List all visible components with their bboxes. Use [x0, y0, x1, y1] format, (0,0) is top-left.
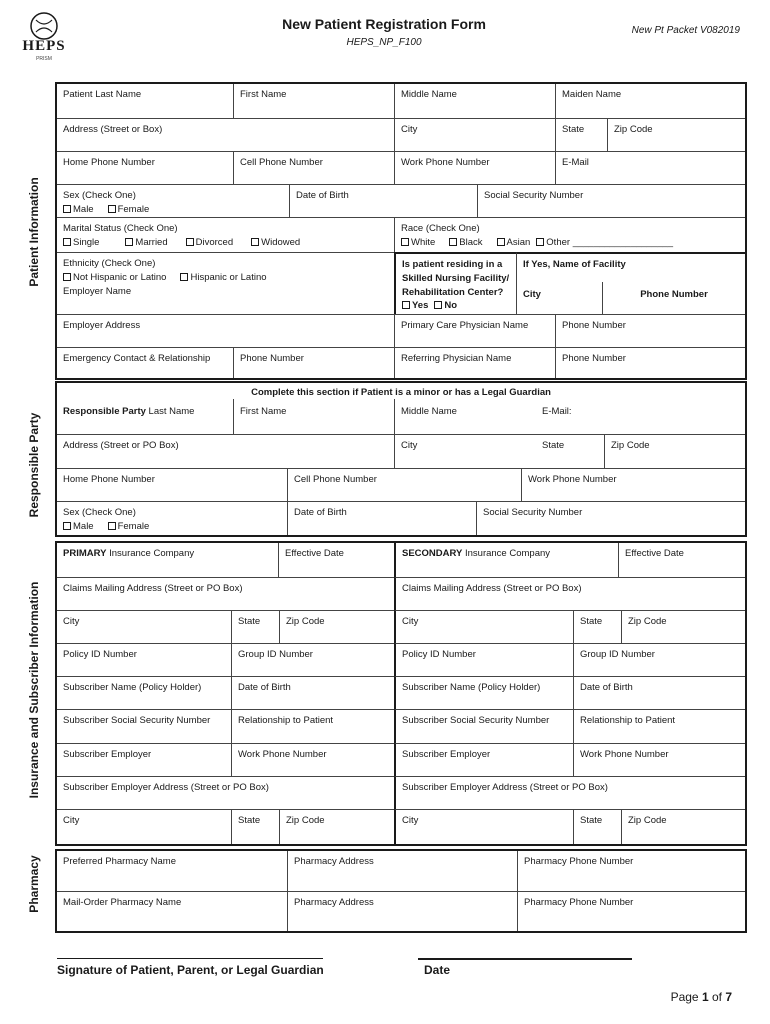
secondary-work-phone-field[interactable]	[573, 743, 745, 776]
field-label: Zip Code	[628, 616, 667, 627]
field-label: Phone Number	[240, 353, 304, 364]
checkbox-asian[interactable]	[497, 238, 505, 246]
checkbox-female[interactable]	[108, 205, 116, 213]
patient-work-phone-field[interactable]	[394, 151, 555, 184]
patient-cell-phone-field[interactable]	[233, 151, 394, 184]
option-label: Not Hispanic or Latino	[73, 271, 167, 283]
option-label: Widowed	[261, 236, 301, 248]
field-label: State	[580, 616, 603, 627]
option-label: Black	[459, 236, 483, 248]
field-label: Subscriber Social Security Number	[63, 715, 211, 726]
responsible-address-field[interactable]	[57, 434, 394, 468]
field-label: Zip Code	[614, 124, 653, 135]
field-label: Subscriber Name (Policy Holder)	[63, 682, 202, 693]
field-label: E-Mail	[562, 157, 589, 168]
date-label: Date	[424, 963, 451, 977]
responsible-cell-phone-field[interactable]	[287, 468, 521, 501]
field-label: Race (Check One)	[401, 223, 480, 234]
field-label: Policy ID Number	[63, 649, 137, 660]
field-label-bold: PRIMARY	[63, 548, 107, 559]
responsible-work-phone-field[interactable]	[521, 468, 745, 501]
field-label: Referring Physician Name	[401, 353, 512, 364]
mail-order-pharmacy-address-field[interactable]	[287, 891, 517, 931]
field-label: City	[401, 440, 418, 451]
responsible-email-field[interactable]	[536, 399, 745, 434]
patient-last-name-field[interactable]	[57, 84, 233, 118]
primary-effective-date-field[interactable]	[278, 543, 394, 577]
field-label: Work Phone Number	[580, 749, 669, 760]
option-label: Married	[135, 236, 168, 248]
primary-employer-state-field[interactable]	[231, 809, 279, 844]
secondary-subscriber-name-field[interactable]	[394, 676, 573, 709]
patient-maiden-name-field[interactable]	[555, 84, 745, 118]
field-label: Date of Birth	[580, 682, 633, 693]
field-label: Ethnicity (Check One)	[63, 258, 156, 269]
patient-marital-field	[57, 217, 394, 252]
field-label: State	[542, 440, 565, 451]
option-label: Yes	[412, 300, 429, 312]
primary-work-phone-field[interactable]	[231, 743, 394, 776]
field-label: City	[63, 815, 80, 826]
field-label: Pharmacy Phone Number	[524, 897, 634, 908]
primary-group-id-field[interactable]	[231, 643, 394, 676]
emergency-contact-field[interactable]	[57, 347, 233, 378]
field-label: Effective Date	[625, 548, 684, 559]
primary-employer-zip-field[interactable]	[279, 809, 394, 844]
option-label: Hispanic or Latino	[190, 271, 267, 283]
checkbox-male[interactable]	[63, 205, 71, 213]
field-label: Middle Name	[401, 406, 457, 417]
patient-dob-field[interactable]	[289, 184, 477, 217]
logo-subtext: PRISM	[36, 56, 52, 62]
field-label: Pharmacy Address	[294, 856, 374, 867]
option-label: Divorced	[195, 236, 234, 248]
field-label: City	[63, 616, 80, 627]
field-label: State	[580, 815, 603, 826]
responsible-home-phone-field[interactable]	[57, 468, 287, 501]
secondary-zip-field[interactable]	[621, 610, 745, 643]
secondary-subscriber-dob-field[interactable]	[573, 676, 745, 709]
patient-information-section	[55, 82, 747, 380]
field-label: Zip Code	[286, 616, 325, 627]
patient-middle-name-field[interactable]	[394, 84, 555, 118]
page-total: 7	[725, 990, 732, 1004]
patient-ethnicity-field	[57, 252, 394, 314]
primary-claims-address-field[interactable]	[57, 577, 394, 610]
field-label: Work Phone Number	[528, 474, 617, 485]
field-label: E-Mail:	[542, 406, 572, 417]
primary-subscriber-employer-address-field[interactable]	[57, 776, 394, 809]
responsible-last-name-field[interactable]	[57, 399, 233, 434]
field-label: Zip Code	[286, 815, 325, 826]
responsible-dob-field[interactable]	[287, 501, 476, 535]
snf-facility-name-field[interactable]	[516, 252, 745, 282]
field-label: Subscriber Employer Address (Street or PO Box)	[402, 782, 608, 793]
checkbox-other[interactable]	[536, 238, 544, 246]
field-label: First Name	[240, 406, 287, 417]
field-label: Last Name	[145, 406, 195, 417]
field-label: Group ID Number	[238, 649, 313, 660]
option-label: Asian	[506, 236, 531, 248]
secondary-state-field[interactable]	[573, 610, 621, 643]
secondary-claims-address-field[interactable]	[394, 577, 745, 610]
field-label: Subscriber Name (Policy Holder)	[402, 682, 541, 693]
primary-subscriber-name-field[interactable]	[57, 676, 231, 709]
field-label: Subscriber Employer	[63, 749, 152, 760]
field-label: Preferred Pharmacy Name	[63, 856, 176, 867]
responsible-party-section	[55, 381, 747, 537]
preferred-pharmacy-address-field[interactable]	[287, 851, 517, 891]
mail-order-pharmacy-name-field[interactable]	[57, 891, 287, 931]
responsible-zip-field[interactable]	[604, 434, 745, 468]
option-label: Male	[73, 203, 94, 215]
option-label: White	[411, 236, 436, 248]
patient-race-field	[394, 217, 745, 252]
field-label: If Yes, Name of Facility	[523, 259, 626, 270]
form-code: HEPS_NP_F100	[346, 37, 422, 48]
responsible-city-field[interactable]	[394, 434, 536, 468]
field-label: Claims Mailing Address (Street or PO Box)	[63, 583, 243, 594]
page-number	[671, 990, 732, 1004]
option-label: Male	[73, 520, 94, 532]
field-label: City	[402, 815, 419, 826]
secondary-city-field[interactable]	[394, 610, 573, 643]
field-label: Cell Phone Number	[294, 474, 377, 485]
patient-email-field[interactable]	[555, 151, 745, 184]
checkbox-single[interactable]	[63, 238, 71, 246]
patient-home-phone-field[interactable]	[57, 151, 233, 184]
pcp-phone-field[interactable]	[555, 314, 745, 347]
field-label: Date of Birth	[296, 190, 349, 201]
preferred-pharmacy-phone-field[interactable]	[517, 851, 745, 891]
primary-subscriber-dob-field[interactable]	[231, 676, 394, 709]
field-label: Phone Number	[640, 289, 708, 300]
field-label: First Name	[240, 89, 287, 100]
section-label-responsible: Responsible Party	[27, 412, 41, 518]
responsible-ssn-field[interactable]	[476, 501, 745, 535]
primary-policy-id-field[interactable]	[57, 643, 231, 676]
secondary-subscriber-employer-address-field[interactable]	[394, 776, 745, 809]
primary-zip-field[interactable]	[279, 610, 394, 643]
responsible-note: Complete this section if Patient is a minor or has a Legal Guardian	[251, 387, 551, 398]
primary-state-field[interactable]	[231, 610, 279, 643]
insurance-section	[55, 541, 747, 846]
option-label: Single	[73, 236, 100, 248]
field-label: Subscriber Employer Address (Street or PO Box)	[63, 782, 269, 793]
page-current: 1	[701, 990, 709, 1004]
checkbox-female[interactable]	[108, 522, 116, 530]
field-label: Date of Birth	[238, 682, 291, 693]
date-line[interactable]	[418, 958, 632, 960]
signature-line[interactable]	[57, 958, 323, 959]
field-label: Relationship to Patient	[580, 715, 676, 726]
signature-label: Signature of Patient, Parent, or Legal Guardian	[57, 963, 324, 977]
snf-question-line: Rehabilitation Center?	[402, 286, 504, 298]
primary-employer-city-field[interactable]	[57, 809, 231, 844]
section-label-insurance: Insurance and Subscriber Information	[27, 581, 41, 799]
checkbox-widowed[interactable]	[251, 238, 259, 246]
option-label: Other ___________________	[546, 236, 674, 248]
mail-order-pharmacy-phone-field[interactable]	[517, 891, 745, 931]
checkbox-white[interactable]	[401, 238, 409, 246]
snf-question	[394, 252, 516, 314]
section-label-patient: Patient Information	[27, 177, 41, 287]
field-label: Middle Name	[401, 89, 457, 100]
patient-zip-field[interactable]	[607, 118, 745, 151]
secondary-effective-date-field[interactable]	[618, 543, 745, 577]
patient-city-field[interactable]	[394, 118, 555, 151]
field-label: Sex (Check One)	[63, 507, 136, 518]
snf-phone-field[interactable]	[602, 282, 745, 314]
employer-address-field[interactable]	[57, 314, 394, 347]
field-label: City	[401, 124, 418, 135]
field-label: Social Security Number	[483, 507, 583, 518]
responsible-middle-name-field[interactable]	[394, 399, 536, 434]
primary-insurance-company-field[interactable]	[57, 543, 278, 577]
snf-question-line: Is patient residing in a	[402, 259, 503, 270]
referring-physician-field[interactable]	[394, 347, 555, 378]
responsible-state-field[interactable]	[536, 434, 604, 468]
checkbox-not-hispanic[interactable]	[63, 273, 71, 281]
logo-text: HEPS	[22, 38, 66, 54]
field-label: Work Phone Number	[401, 157, 490, 168]
field-label: Insurance Company	[462, 548, 551, 559]
secondary-insurance-company-field[interactable]	[394, 543, 618, 577]
checkbox-male[interactable]	[63, 522, 71, 530]
page-prefix: Page	[670, 990, 702, 1004]
checkbox-hispanic[interactable]	[180, 273, 188, 281]
field-label: City	[523, 289, 541, 300]
secondary-relationship-field[interactable]	[573, 709, 745, 743]
field-label: Subscriber Employer	[402, 749, 491, 760]
secondary-group-id-field[interactable]	[573, 643, 745, 676]
field-label: Effective Date	[285, 548, 344, 559]
field-label: State	[238, 815, 261, 826]
field-label: Cell Phone Number	[240, 157, 323, 168]
field-label-bold: SECONDARY	[402, 548, 463, 559]
patient-state-field[interactable]	[555, 118, 607, 151]
patient-first-name-field[interactable]	[233, 84, 394, 118]
field-label: Address (Street or Box)	[63, 124, 163, 135]
field-label: Date of Birth	[294, 507, 347, 518]
patient-ssn-field[interactable]	[477, 184, 745, 217]
field-label: Zip Code	[628, 815, 667, 826]
packet-version: New Pt Packet V082019	[631, 25, 740, 36]
form-title: New Patient Registration Form	[282, 16, 486, 32]
field-label: Relationship to Patient	[238, 715, 334, 726]
field-label: City	[402, 616, 419, 627]
checkbox-black[interactable]	[449, 238, 457, 246]
snf-city-field[interactable]	[516, 282, 602, 314]
referring-phone-field[interactable]	[555, 347, 745, 378]
checkbox-divorced[interactable]	[186, 238, 194, 246]
page-of: of	[708, 990, 726, 1004]
option-label: Female	[117, 520, 150, 532]
field-label: Home Phone Number	[63, 157, 155, 168]
preferred-pharmacy-name-field[interactable]	[57, 851, 287, 891]
field-label: Maiden Name	[562, 89, 622, 100]
field-label: Patient Last Name	[63, 89, 142, 100]
field-label: Sex (Check One)	[63, 190, 136, 201]
field-label: Marital Status (Check One)	[63, 223, 178, 234]
field-label: Employer Address	[63, 320, 141, 331]
snf-question-line: Skilled Nursing Facility/	[402, 272, 510, 284]
secondary-employer-zip-field[interactable]	[621, 809, 745, 844]
field-label: Address (Street or PO Box)	[63, 440, 179, 451]
primary-subscriber-ssn-field[interactable]	[57, 709, 231, 743]
field-label: Primary Care Physician Name	[401, 320, 529, 331]
field-label: Mail-Order Pharmacy Name	[63, 897, 182, 908]
emergency-phone-field[interactable]	[233, 347, 394, 378]
field-label: Policy ID Number	[402, 649, 476, 660]
field-label: Group ID Number	[580, 649, 655, 660]
checkbox-married[interactable]	[125, 238, 133, 246]
patient-address-field[interactable]	[57, 118, 394, 151]
responsible-first-name-field[interactable]	[233, 399, 394, 434]
field-label: Social Security Number	[484, 190, 584, 201]
field-label: Insurance Company	[106, 548, 195, 559]
field-label: Home Phone Number	[63, 474, 155, 485]
pharmacy-section	[55, 849, 747, 933]
field-label: State	[562, 124, 585, 135]
field-label-bold: Responsible Party	[63, 406, 146, 417]
secondary-subscriber-ssn-field[interactable]	[394, 709, 573, 743]
field-label: Zip Code	[611, 440, 650, 451]
checkbox-snf-yes[interactable]	[402, 301, 410, 309]
secondary-policy-id-field[interactable]	[394, 643, 573, 676]
field-label: Pharmacy Address	[294, 897, 374, 908]
employer-name-label: Employer Name	[63, 285, 132, 297]
field-label: Phone Number	[562, 353, 626, 364]
field-label: Claims Mailing Address (Street or PO Box)	[402, 583, 582, 594]
field-label: Subscriber Social Security Number	[402, 715, 550, 726]
patient-sex-field	[57, 184, 289, 217]
field-label: Emergency Contact & Relationship	[63, 353, 211, 364]
checkbox-snf-no[interactable]	[434, 301, 442, 309]
secondary-employer-city-field[interactable]	[394, 809, 573, 844]
secondary-employer-state-field[interactable]	[573, 809, 621, 844]
field-label: State	[238, 616, 261, 627]
primary-relationship-field[interactable]	[231, 709, 394, 743]
section-label-pharmacy: Pharmacy	[27, 855, 41, 913]
option-label: No	[444, 300, 458, 312]
option-label: Female	[117, 203, 150, 215]
field-label: Work Phone Number	[238, 749, 327, 760]
secondary-subscriber-employer-field[interactable]	[394, 743, 573, 776]
pcp-name-field[interactable]	[394, 314, 555, 347]
primary-city-field[interactable]	[57, 610, 231, 643]
primary-subscriber-employer-field[interactable]	[57, 743, 231, 776]
field-label: Phone Number	[562, 320, 626, 331]
field-label: Pharmacy Phone Number	[524, 856, 634, 867]
responsible-sex-field	[57, 501, 287, 535]
